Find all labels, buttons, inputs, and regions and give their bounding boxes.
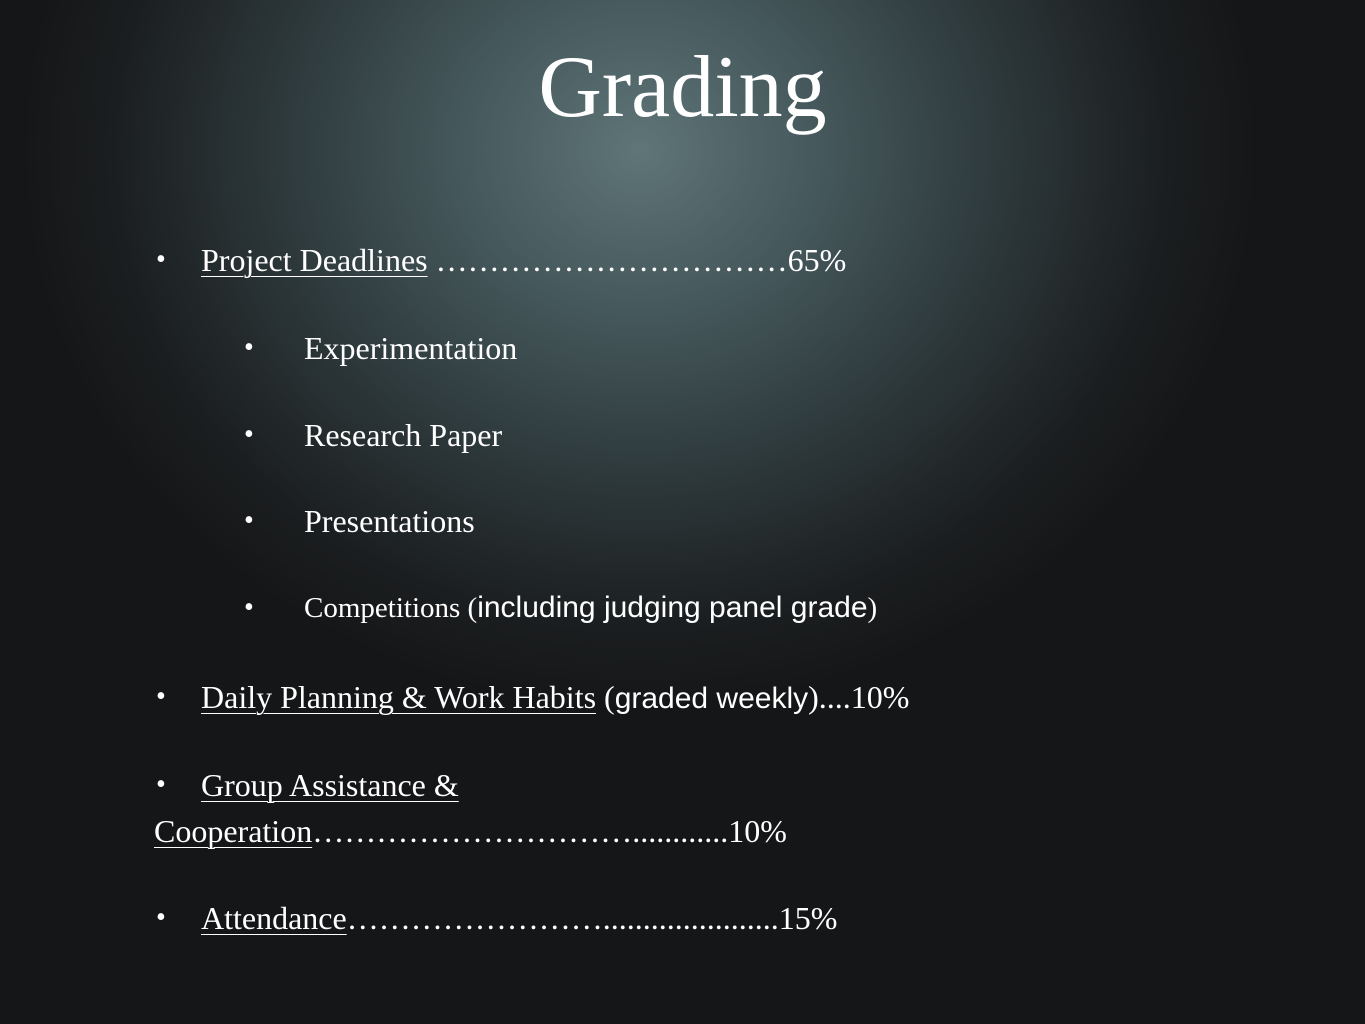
item-suffix: )....10% (808, 679, 910, 715)
bullet-icon: • (156, 769, 166, 800)
item-label: Project Deadlines (201, 242, 428, 278)
bullet-icon: • (244, 505, 254, 536)
list-item-project-deadlines (201, 242, 846, 278)
item-label-continued: Cooperation (154, 813, 313, 849)
list-item-group-assistance-line1 (201, 767, 459, 803)
item-suffix: ……………………………65% (427, 242, 847, 278)
bullet-icon: • (244, 332, 254, 363)
item-suffix: ……………………......................15% (346, 900, 838, 936)
item-note: graded weekly (614, 682, 809, 715)
bullet-icon: • (156, 902, 166, 933)
slide-title: Grading (538, 39, 827, 136)
list-item-group-assistance-line2 (154, 813, 787, 849)
item-label: Research Paper (304, 417, 503, 453)
list-item-presentations (304, 503, 475, 539)
list-item-attendance (201, 900, 837, 936)
item-open-paren: ( (596, 679, 615, 715)
item-label: Experimentation (304, 330, 518, 366)
item-suffix: …………………………............10% (312, 813, 787, 849)
bullet-icon: • (244, 592, 254, 623)
list-item-experimentation (304, 330, 517, 366)
item-note: including judging panel grade (477, 591, 868, 624)
bullet-icon: • (244, 419, 254, 450)
bullet-icon: • (156, 681, 166, 712)
item-label: Group Assistance & (201, 767, 459, 803)
list-item-research-paper (304, 417, 502, 453)
item-suffix: ) (867, 592, 878, 624)
list-item-competitions (304, 590, 877, 626)
item-label: Daily Planning & Work Habits (201, 679, 597, 715)
bullet-icon: • (156, 244, 166, 275)
item-label: Competitions ( (304, 592, 478, 624)
item-label: Presentations (304, 503, 475, 539)
item-label: Attendance (201, 900, 347, 936)
list-item-daily-planning (201, 679, 909, 717)
